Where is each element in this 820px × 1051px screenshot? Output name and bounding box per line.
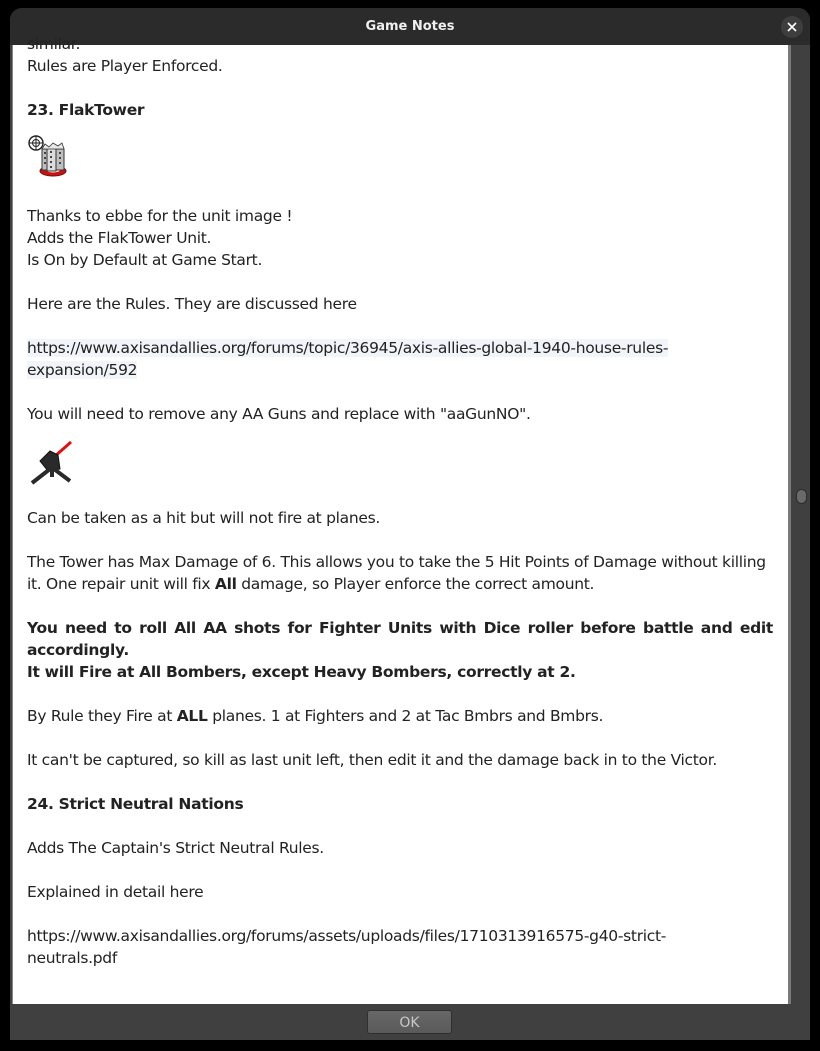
forum-link-line1[interactable]: https://www.axisandallies.org/forums/topic/36945/axis-allies-global-1940-house-rules-	[27, 339, 669, 357]
max-damage-part1: The Tower has Max Damage of 6. This allows you to take the 5 Hit Points of Damage without killing it. One repair unit will fix	[27, 553, 766, 593]
flaktower-unit-icon	[25, 133, 75, 183]
notes-scroll-area[interactable]	[12, 35, 788, 1004]
notes-content	[27, 33, 773, 969]
max-damage-text	[27, 551, 773, 595]
section-heading-24: 24. Strict Neutral Nations	[27, 795, 244, 813]
max-damage-part2: damage, so Player enforce the correct amount.	[236, 575, 595, 593]
ok-button[interactable]: OK	[367, 1010, 452, 1034]
captured-text: It can't be captured, so kill as last unit left, then edit it and the damage back in to the Victor.	[27, 751, 717, 769]
partial-line: similar.	[27, 35, 81, 53]
default-text: Is On by Default at Game Start.	[27, 251, 263, 269]
game-notes-dialog	[10, 8, 810, 1040]
dialog-footer	[10, 1004, 810, 1040]
rule-part1: By Rule they Fire at	[27, 707, 177, 725]
close-button[interactable]	[781, 16, 803, 38]
fire-bombers-text: It will Fire at All Bombers, except Heavy Bombers, correctly at 2.	[27, 663, 576, 681]
rules-intro-text: Here are the Rules. They are discussed here	[27, 295, 357, 313]
explained-text: Explained in detail here	[27, 883, 204, 901]
section-heading-23: 23. FlakTower	[27, 101, 145, 119]
vertical-scrollbar[interactable]	[788, 45, 810, 1004]
remove-aa-text: You will need to remove any AA Guns and replace with "aaGunNO".	[27, 405, 531, 423]
rules-enforced-text: Rules are Player Enforced.	[27, 57, 223, 75]
thanks-text: Thanks to ebbe for the unit image !	[27, 207, 293, 225]
rule-planes-text	[27, 705, 773, 727]
scrollbar-thumb[interactable]	[796, 489, 807, 504]
pdf-link-line1[interactable]: https://www.axisandallies.org/forums/assets/uploads/files/1710313916575-g40-strict-	[27, 927, 667, 945]
rule-bold: ALL	[176, 707, 208, 725]
forum-link[interactable]	[27, 337, 773, 381]
rule-part2: planes. 1 at Fighters and 2 at Tac Bmbrs and Bmbrs.	[207, 707, 604, 725]
dialog-title: Game Notes	[365, 19, 455, 34]
roll-aa-text: You need to roll All AA shots for Fighter Units with Dice roller before battle and edit accordingly.	[27, 619, 773, 659]
aa-gun-unit-icon	[26, 439, 76, 489]
close-icon	[787, 22, 797, 32]
captain-text: Adds The Captain's Strict Neutral Rules.	[27, 839, 324, 857]
adds-text: Adds the FlakTower Unit.	[27, 229, 212, 247]
pdf-link[interactable]	[27, 925, 773, 969]
max-damage-bold: All	[214, 575, 237, 593]
forum-link-line2[interactable]: expansion/592	[27, 361, 138, 379]
pdf-link-line2[interactable]: neutrals.pdf	[27, 949, 117, 967]
hit-note-text: Can be taken as a hit but will not fire at planes.	[27, 509, 380, 527]
